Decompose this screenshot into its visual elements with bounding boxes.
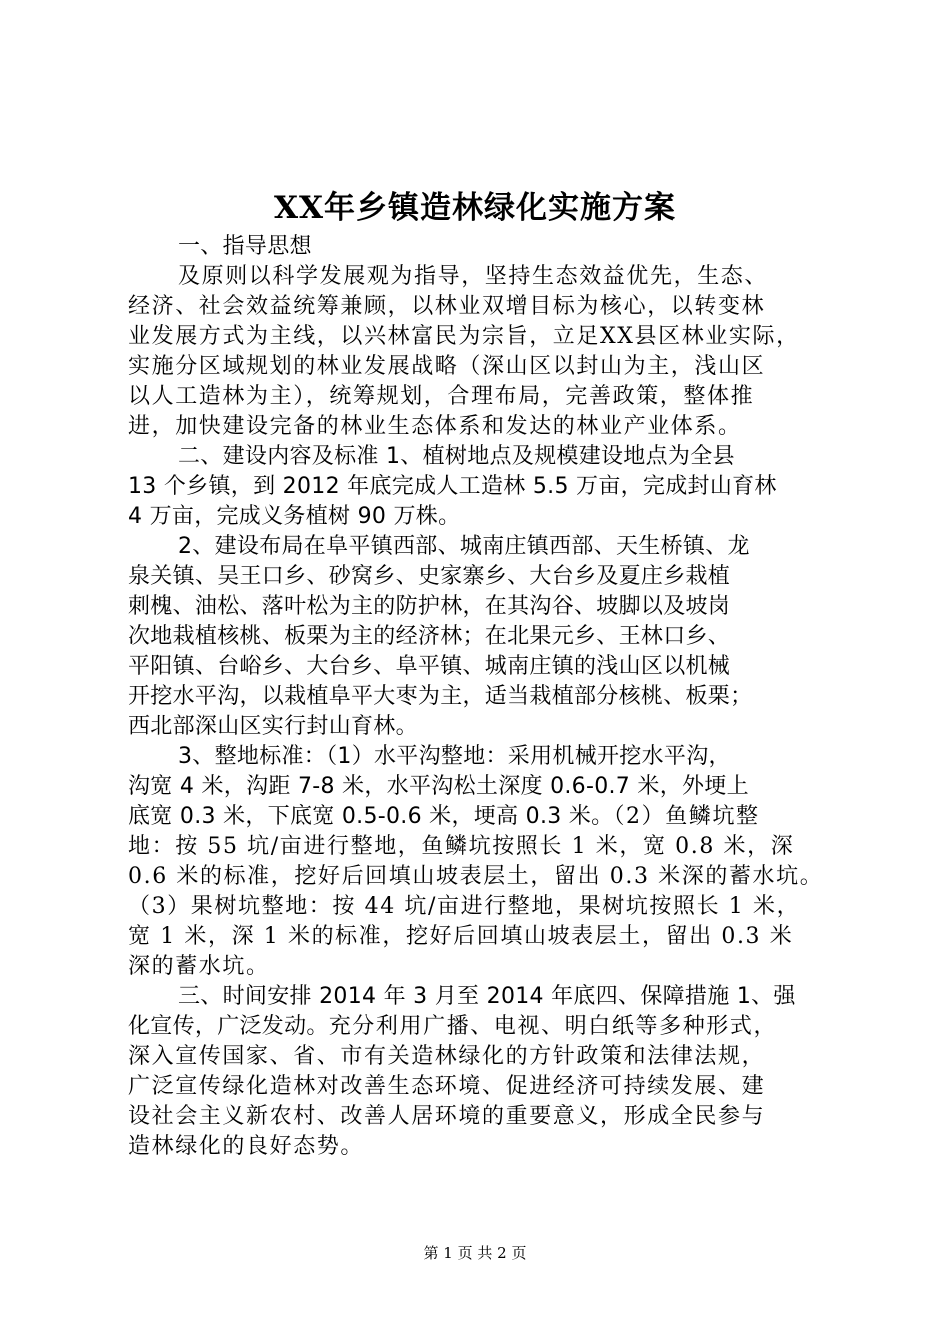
paragraph-line: 开挖水平沟，以栽植阜平大枣为主，适当栽植部分核桃、板栗；	[128, 684, 753, 709]
paragraph-line: 及原则以科学发展观为指导，坚持生态效益优先，生态、	[178, 264, 769, 289]
paragraph-line: 广泛宣传绿化造林对改善生态环境、促进经济可持续发展、建	[128, 1074, 766, 1099]
paragraph-span: 化宣传，广泛发动。	[128, 1014, 329, 1039]
paragraph-line: 深入宣传国家、省、市有关造林绿化的方针政策和法律法规，	[128, 1044, 766, 1069]
paragraph-line: 进，加快建设完备的林业生态体系和发达的林业产业体系。	[128, 414, 742, 439]
paragraph-line: （3）果树坑整地：按 44 坑/亩进行整地，果树坑按照长 1 米，	[128, 894, 801, 919]
paragraph-line: 业发展方式为主线，以兴林富民为宗旨，立足XX县区林业实际，	[128, 324, 800, 349]
section-heading-content-standards: 二、建设内容及标准 1、植树地点及规模建设地点为全县	[178, 444, 735, 469]
paragraph-line: 3、整地标准：（1）水平沟整地：采用机械开挖水平沟，	[178, 744, 731, 769]
section-heading-guiding-thought: 一、指导思想	[178, 234, 312, 259]
paragraph-span: （2）鱼鳞坑整	[613, 804, 760, 829]
document-title: XX年乡镇造林绿化实施方案	[273, 190, 677, 226]
document-body	[128, 232, 828, 1162]
paragraph-line: 2、建设布局在阜平镇西部、城南庄镇西部、天生桥镇、龙	[178, 534, 750, 559]
paragraph-line: 沟宽 4 米，沟距 7-8 米，水平沟松土深度 0.6-0.7 米，外埂上	[128, 774, 749, 799]
paragraph-line: 设社会主义新农村、改善人居环境的重要意义，形成全民参与	[128, 1104, 766, 1129]
paragraph-line: 4 万亩，完成义务植树 90 万株。	[128, 504, 461, 529]
paragraph-span: 充分利用广播、电视、明白纸等多种形式，	[328, 1014, 778, 1039]
paragraph-span: 底宽 0.3 米，下底宽 0.5-0.6 米，埂高 0.3 米。	[128, 804, 614, 829]
paragraph-line	[128, 802, 828, 832]
paragraph-line: 刺槐、油松、落叶松为主的防护林，在其沟谷、坡脚以及坡岗	[128, 594, 731, 619]
paragraph-line: 经济、社会效益统筹兼顾，以林业双增目标为核心，以转变林	[128, 294, 766, 319]
paragraph-line: 深的蓄水坑。	[128, 954, 270, 979]
paragraph-line: 以人工造林为主），统筹规划，合理布局，完善政策，整体推	[128, 384, 755, 409]
paragraph-line: 次地栽植核桃、板栗为主的经济林；在北果元乡、王林口乡、	[128, 624, 731, 649]
paragraph-line: 宽 1 米，深 1 米的标准，挖好后回填山坡表层土，留出 0.3 米	[128, 924, 794, 949]
paragraph-line: 西北部深山区实行封山育林。	[128, 714, 418, 739]
paragraph-line: 地：按 55 坑/亩进行整地，鱼鳞坑按照长 1 米，宽 0.8 米，深	[128, 834, 795, 859]
page-footer: 第 1 页 共 2 页	[423, 1244, 527, 1262]
paragraph-line: 平阳镇、台峪乡、大台乡、阜平镇、城南庄镇的浅山区以机械	[128, 654, 731, 679]
paragraph-line	[128, 1012, 828, 1042]
section-heading-schedule-measures: 三、时间安排 2014 年 3 月至 2014 年底四、保障措施 1、强	[178, 984, 796, 1009]
paragraph-line: 造林绿化的良好态势。	[128, 1134, 365, 1159]
paragraph-line: 实施分区域规划的林业发展战略（深山区以封山为主，浅山区	[128, 354, 766, 379]
paragraph-line: 0.6 米的标准，挖好后回填山坡表层土，留出 0.3 米深的蓄水坑。	[128, 864, 824, 889]
paragraph-line: 13 个乡镇，到 2012 年底完成人工造林 5.5 万亩，完成封山育林	[128, 474, 777, 499]
paragraph-line: 泉关镇、吴王口乡、砂窝乡、史家寨乡、大台乡及夏庄乡栽植	[128, 564, 731, 589]
